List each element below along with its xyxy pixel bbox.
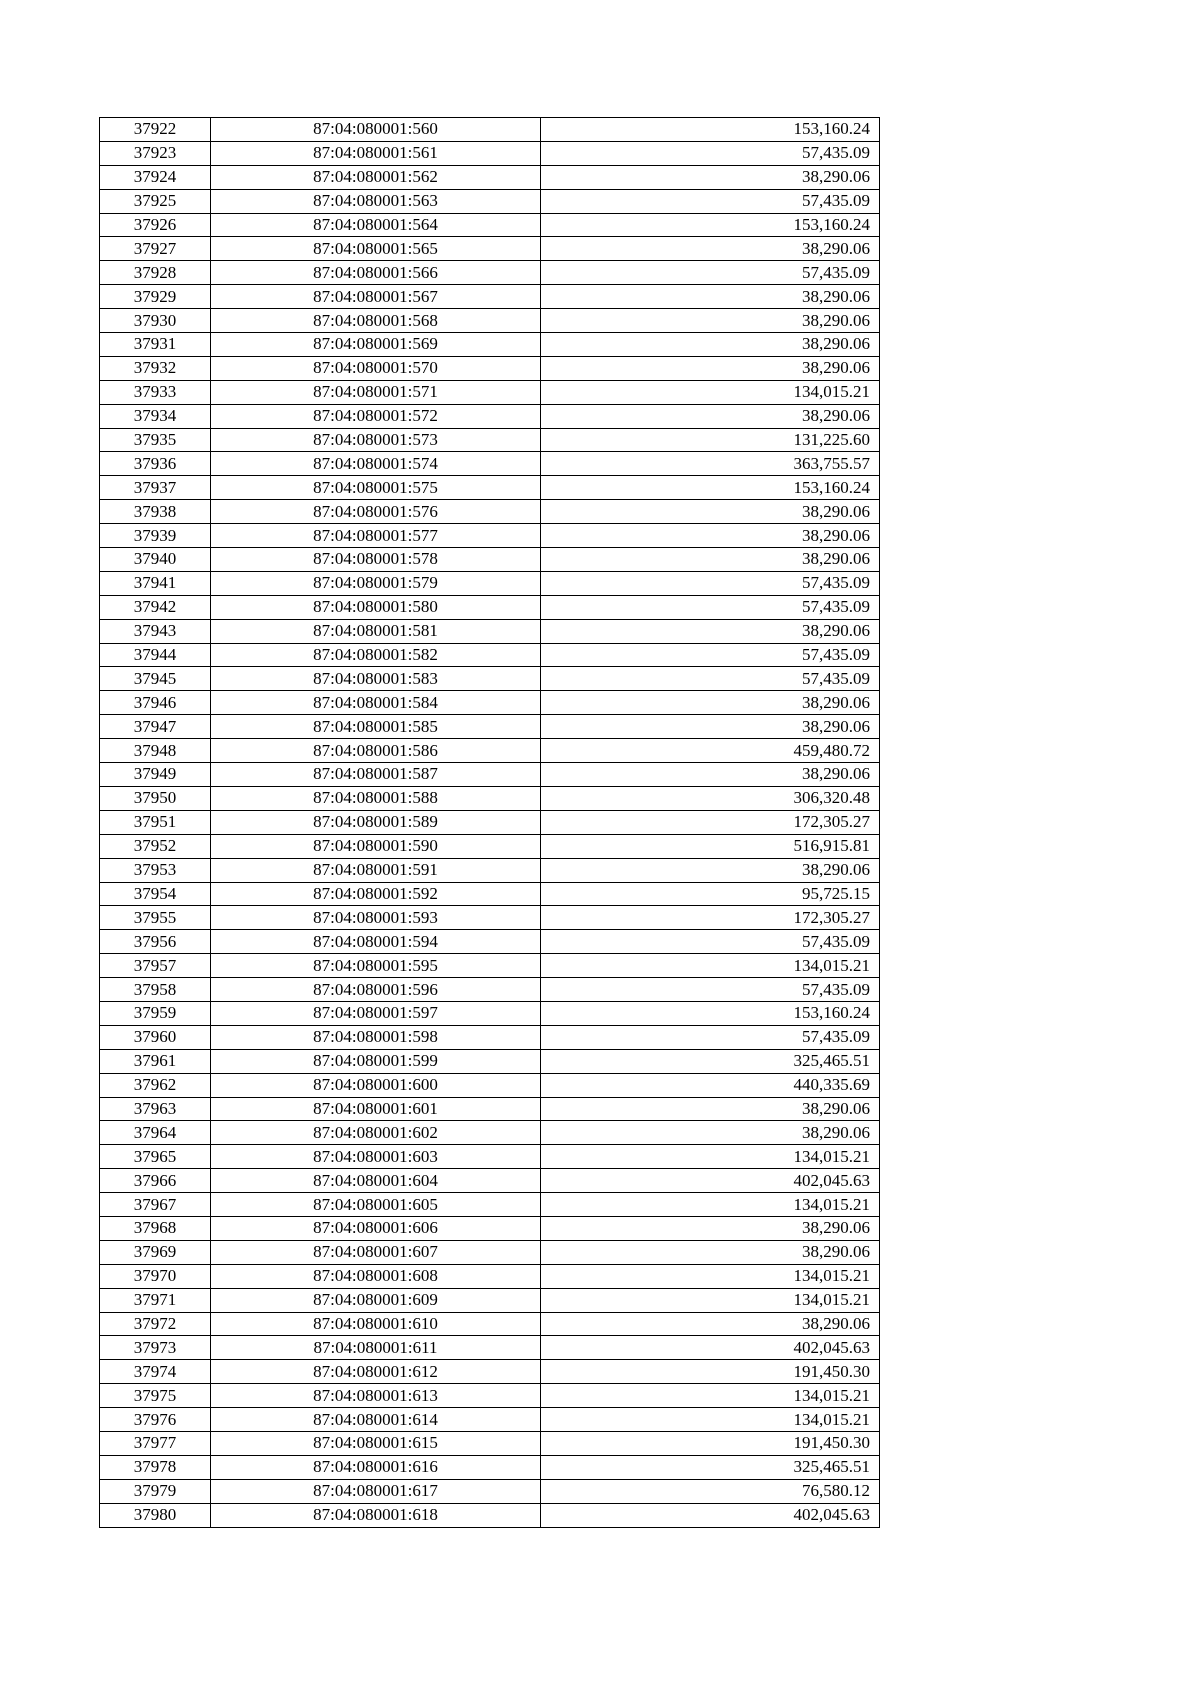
cadastral-number-cell: 87:04:080001:577 [211, 524, 541, 548]
value-cell: 153,160.24 [541, 476, 880, 500]
cadastral-number-cell: 87:04:080001:612 [211, 1360, 541, 1384]
value-cell: 38,290.06 [541, 691, 880, 715]
cadastral-number-cell: 87:04:080001:562 [211, 165, 541, 189]
table-row [100, 237, 880, 261]
table-row [100, 834, 880, 858]
row-number-cell: 37962 [100, 1073, 211, 1097]
row-number-cell: 37953 [100, 858, 211, 882]
value-cell: 38,290.06 [541, 524, 880, 548]
value-cell: 306,320.48 [541, 786, 880, 810]
cadastral-number-cell: 87:04:080001:586 [211, 739, 541, 763]
value-cell: 38,290.06 [541, 333, 880, 357]
cadastral-number-cell: 87:04:080001:606 [211, 1216, 541, 1240]
cadastral-number-cell: 87:04:080001:594 [211, 930, 541, 954]
row-number-cell: 37928 [100, 261, 211, 285]
value-cell: 38,290.06 [541, 715, 880, 739]
table-row [100, 1455, 880, 1479]
row-number-cell: 37942 [100, 595, 211, 619]
value-cell: 131,225.60 [541, 428, 880, 452]
table-row [100, 667, 880, 691]
row-number-cell: 37947 [100, 715, 211, 739]
table-row [100, 524, 880, 548]
table-row [100, 1073, 880, 1097]
row-number-cell: 37949 [100, 763, 211, 787]
row-number-cell: 37924 [100, 165, 211, 189]
value-cell: 38,290.06 [541, 165, 880, 189]
row-number-cell: 37979 [100, 1479, 211, 1503]
value-cell: 57,435.09 [541, 667, 880, 691]
row-number-cell: 37952 [100, 834, 211, 858]
row-number-cell: 37964 [100, 1121, 211, 1145]
cadastral-number-cell: 87:04:080001:581 [211, 619, 541, 643]
cadastral-number-cell: 87:04:080001:591 [211, 858, 541, 882]
value-cell: 134,015.21 [541, 954, 880, 978]
row-number-cell: 37939 [100, 524, 211, 548]
table-row [100, 1025, 880, 1049]
table-row [100, 1384, 880, 1408]
cadastral-number-cell: 87:04:080001:601 [211, 1097, 541, 1121]
cadastral-number-cell: 87:04:080001:600 [211, 1073, 541, 1097]
table-row [100, 380, 880, 404]
row-number-cell: 37946 [100, 691, 211, 715]
cadastral-number-cell: 87:04:080001:599 [211, 1049, 541, 1073]
value-cell: 38,290.06 [541, 356, 880, 380]
table-row [100, 763, 880, 787]
table-row [100, 1193, 880, 1217]
row-number-cell: 37958 [100, 978, 211, 1002]
row-number-cell: 37929 [100, 285, 211, 309]
cadastral-number-cell: 87:04:080001:567 [211, 285, 541, 309]
value-cell: 38,290.06 [541, 237, 880, 261]
table-row [100, 213, 880, 237]
row-number-cell: 37972 [100, 1312, 211, 1336]
table-row [100, 1049, 880, 1073]
value-cell: 325,465.51 [541, 1049, 880, 1073]
table-row [100, 141, 880, 165]
cadastral-number-cell: 87:04:080001:593 [211, 906, 541, 930]
cadastral-number-cell: 87:04:080001:611 [211, 1336, 541, 1360]
value-cell: 95,725.15 [541, 882, 880, 906]
table-row [100, 1408, 880, 1432]
cadastral-number-cell: 87:04:080001:560 [211, 118, 541, 142]
value-cell: 57,435.09 [541, 930, 880, 954]
row-number-cell: 37937 [100, 476, 211, 500]
value-cell: 134,015.21 [541, 1145, 880, 1169]
row-number-cell: 37963 [100, 1097, 211, 1121]
table-row [100, 1312, 880, 1336]
row-number-cell: 37931 [100, 333, 211, 357]
cadastral-number-cell: 87:04:080001:569 [211, 333, 541, 357]
table-row [100, 739, 880, 763]
row-number-cell: 37941 [100, 571, 211, 595]
value-cell: 134,015.21 [541, 1264, 880, 1288]
cadastral-number-cell: 87:04:080001:597 [211, 1001, 541, 1025]
table-row [100, 786, 880, 810]
cadastral-number-cell: 87:04:080001:565 [211, 237, 541, 261]
row-number-cell: 37926 [100, 213, 211, 237]
table-row [100, 500, 880, 524]
cadastral-number-cell: 87:04:080001:590 [211, 834, 541, 858]
value-cell: 38,290.06 [541, 1240, 880, 1264]
value-cell: 134,015.21 [541, 1193, 880, 1217]
value-cell: 402,045.63 [541, 1336, 880, 1360]
value-cell: 153,160.24 [541, 118, 880, 142]
cadastral-number-cell: 87:04:080001:613 [211, 1384, 541, 1408]
data-table [99, 117, 880, 1528]
value-cell: 57,435.09 [541, 189, 880, 213]
row-number-cell: 37974 [100, 1360, 211, 1384]
row-number-cell: 37930 [100, 309, 211, 333]
table-body [100, 118, 880, 1528]
table-row [100, 356, 880, 380]
cadastral-number-cell: 87:04:080001:595 [211, 954, 541, 978]
table-row [100, 261, 880, 285]
cadastral-number-cell: 87:04:080001:588 [211, 786, 541, 810]
row-number-cell: 37973 [100, 1336, 211, 1360]
table-row [100, 858, 880, 882]
value-cell: 38,290.06 [541, 500, 880, 524]
value-cell: 76,580.12 [541, 1479, 880, 1503]
table-row [100, 1288, 880, 1312]
row-number-cell: 37932 [100, 356, 211, 380]
row-number-cell: 37966 [100, 1169, 211, 1193]
cadastral-number-cell: 87:04:080001:585 [211, 715, 541, 739]
table-row [100, 954, 880, 978]
table-row [100, 476, 880, 500]
table-row [100, 1169, 880, 1193]
row-number-cell: 37944 [100, 643, 211, 667]
row-number-cell: 37955 [100, 906, 211, 930]
value-cell: 38,290.06 [541, 1121, 880, 1145]
cadastral-number-cell: 87:04:080001:596 [211, 978, 541, 1002]
cadastral-number-cell: 87:04:080001:576 [211, 500, 541, 524]
row-number-cell: 37950 [100, 786, 211, 810]
value-cell: 402,045.63 [541, 1169, 880, 1193]
value-cell: 134,015.21 [541, 1288, 880, 1312]
table-row [100, 691, 880, 715]
row-number-cell: 37925 [100, 189, 211, 213]
row-number-cell: 37956 [100, 930, 211, 954]
row-number-cell: 37948 [100, 739, 211, 763]
row-number-cell: 37965 [100, 1145, 211, 1169]
cadastral-number-cell: 87:04:080001:605 [211, 1193, 541, 1217]
cadastral-number-cell: 87:04:080001:571 [211, 380, 541, 404]
row-number-cell: 37978 [100, 1455, 211, 1479]
value-cell: 38,290.06 [541, 858, 880, 882]
cadastral-number-cell: 87:04:080001:582 [211, 643, 541, 667]
value-cell: 38,290.06 [541, 619, 880, 643]
cadastral-number-cell: 87:04:080001:575 [211, 476, 541, 500]
value-cell: 172,305.27 [541, 810, 880, 834]
table-row [100, 571, 880, 595]
cadastral-number-cell: 87:04:080001:608 [211, 1264, 541, 1288]
table-row [100, 1216, 880, 1240]
value-cell: 57,435.09 [541, 571, 880, 595]
row-number-cell: 37970 [100, 1264, 211, 1288]
row-number-cell: 37940 [100, 548, 211, 572]
row-number-cell: 37961 [100, 1049, 211, 1073]
cadastral-number-cell: 87:04:080001:570 [211, 356, 541, 380]
cadastral-number-cell: 87:04:080001:574 [211, 452, 541, 476]
value-cell: 57,435.09 [541, 978, 880, 1002]
value-cell: 516,915.81 [541, 834, 880, 858]
value-cell: 172,305.27 [541, 906, 880, 930]
table-row [100, 1336, 880, 1360]
row-number-cell: 37938 [100, 500, 211, 524]
row-number-cell: 37933 [100, 380, 211, 404]
value-cell: 363,755.57 [541, 452, 880, 476]
table-row [100, 930, 880, 954]
table-row [100, 428, 880, 452]
row-number-cell: 37934 [100, 404, 211, 428]
value-cell: 325,465.51 [541, 1455, 880, 1479]
table-row [100, 1001, 880, 1025]
row-number-cell: 37922 [100, 118, 211, 142]
row-number-cell: 37975 [100, 1384, 211, 1408]
cadastral-number-cell: 87:04:080001:564 [211, 213, 541, 237]
table-row [100, 1431, 880, 1455]
cadastral-number-cell: 87:04:080001:587 [211, 763, 541, 787]
cadastral-number-cell: 87:04:080001:563 [211, 189, 541, 213]
value-cell: 134,015.21 [541, 380, 880, 404]
table-row [100, 1360, 880, 1384]
table-row [100, 619, 880, 643]
cadastral-number-cell: 87:04:080001:572 [211, 404, 541, 428]
row-number-cell: 37927 [100, 237, 211, 261]
table-row [100, 452, 880, 476]
value-cell: 191,450.30 [541, 1431, 880, 1455]
value-cell: 459,480.72 [541, 739, 880, 763]
row-number-cell: 37969 [100, 1240, 211, 1264]
table-row [100, 189, 880, 213]
table-row [100, 810, 880, 834]
table-row [100, 882, 880, 906]
value-cell: 38,290.06 [541, 763, 880, 787]
table-row [100, 715, 880, 739]
value-cell: 153,160.24 [541, 1001, 880, 1025]
value-cell: 402,045.63 [541, 1503, 880, 1527]
table-row [100, 643, 880, 667]
row-number-cell: 37960 [100, 1025, 211, 1049]
table-row [100, 1479, 880, 1503]
value-cell: 38,290.06 [541, 1312, 880, 1336]
value-cell: 38,290.06 [541, 1097, 880, 1121]
row-number-cell: 37967 [100, 1193, 211, 1217]
cadastral-number-cell: 87:04:080001:566 [211, 261, 541, 285]
value-cell: 153,160.24 [541, 213, 880, 237]
cadastral-number-cell: 87:04:080001:609 [211, 1288, 541, 1312]
cadastral-number-cell: 87:04:080001:573 [211, 428, 541, 452]
row-number-cell: 37951 [100, 810, 211, 834]
table-row [100, 309, 880, 333]
cadastral-number-cell: 87:04:080001:603 [211, 1145, 541, 1169]
cadastral-number-cell: 87:04:080001:616 [211, 1455, 541, 1479]
value-cell: 134,015.21 [541, 1408, 880, 1432]
cadastral-number-cell: 87:04:080001:568 [211, 309, 541, 333]
value-cell: 38,290.06 [541, 1216, 880, 1240]
table-row [100, 404, 880, 428]
table-row [100, 1121, 880, 1145]
row-number-cell: 37977 [100, 1431, 211, 1455]
row-number-cell: 37945 [100, 667, 211, 691]
row-number-cell: 37980 [100, 1503, 211, 1527]
row-number-cell: 37935 [100, 428, 211, 452]
table-row [100, 1503, 880, 1527]
cadastral-number-cell: 87:04:080001:584 [211, 691, 541, 715]
value-cell: 57,435.09 [541, 643, 880, 667]
table-row [100, 165, 880, 189]
cadastral-number-cell: 87:04:080001:604 [211, 1169, 541, 1193]
cadastral-number-cell: 87:04:080001:610 [211, 1312, 541, 1336]
table-row [100, 1097, 880, 1121]
table-row [100, 1264, 880, 1288]
cadastral-number-cell: 87:04:080001:598 [211, 1025, 541, 1049]
table-row [100, 118, 880, 142]
value-cell: 57,435.09 [541, 595, 880, 619]
table-row [100, 1145, 880, 1169]
row-number-cell: 37959 [100, 1001, 211, 1025]
value-cell: 191,450.30 [541, 1360, 880, 1384]
cadastral-number-cell: 87:04:080001:583 [211, 667, 541, 691]
value-cell: 38,290.06 [541, 404, 880, 428]
cadastral-number-cell: 87:04:080001:580 [211, 595, 541, 619]
cadastral-number-cell: 87:04:080001:618 [211, 1503, 541, 1527]
cadastral-number-cell: 87:04:080001:578 [211, 548, 541, 572]
table-row [100, 978, 880, 1002]
value-cell: 57,435.09 [541, 1025, 880, 1049]
table-row [100, 285, 880, 309]
row-number-cell: 37971 [100, 1288, 211, 1312]
row-number-cell: 37968 [100, 1216, 211, 1240]
row-number-cell: 37957 [100, 954, 211, 978]
cadastral-number-cell: 87:04:080001:589 [211, 810, 541, 834]
cadastral-number-cell: 87:04:080001:561 [211, 141, 541, 165]
cadastral-number-cell: 87:04:080001:614 [211, 1408, 541, 1432]
value-cell: 38,290.06 [541, 548, 880, 572]
row-number-cell: 37976 [100, 1408, 211, 1432]
table-row [100, 548, 880, 572]
value-cell: 57,435.09 [541, 141, 880, 165]
cadastral-number-cell: 87:04:080001:579 [211, 571, 541, 595]
table-row [100, 906, 880, 930]
value-cell: 38,290.06 [541, 309, 880, 333]
row-number-cell: 37943 [100, 619, 211, 643]
value-cell: 57,435.09 [541, 261, 880, 285]
value-cell: 440,335.69 [541, 1073, 880, 1097]
cadastral-number-cell: 87:04:080001:602 [211, 1121, 541, 1145]
cadastral-number-cell: 87:04:080001:592 [211, 882, 541, 906]
table-row [100, 595, 880, 619]
row-number-cell: 37923 [100, 141, 211, 165]
value-cell: 134,015.21 [541, 1384, 880, 1408]
cadastral-number-cell: 87:04:080001:615 [211, 1431, 541, 1455]
row-number-cell: 37954 [100, 882, 211, 906]
table-row [100, 333, 880, 357]
cadastral-number-cell: 87:04:080001:617 [211, 1479, 541, 1503]
table-row [100, 1240, 880, 1264]
cadastral-number-cell: 87:04:080001:607 [211, 1240, 541, 1264]
row-number-cell: 37936 [100, 452, 211, 476]
value-cell: 38,290.06 [541, 285, 880, 309]
